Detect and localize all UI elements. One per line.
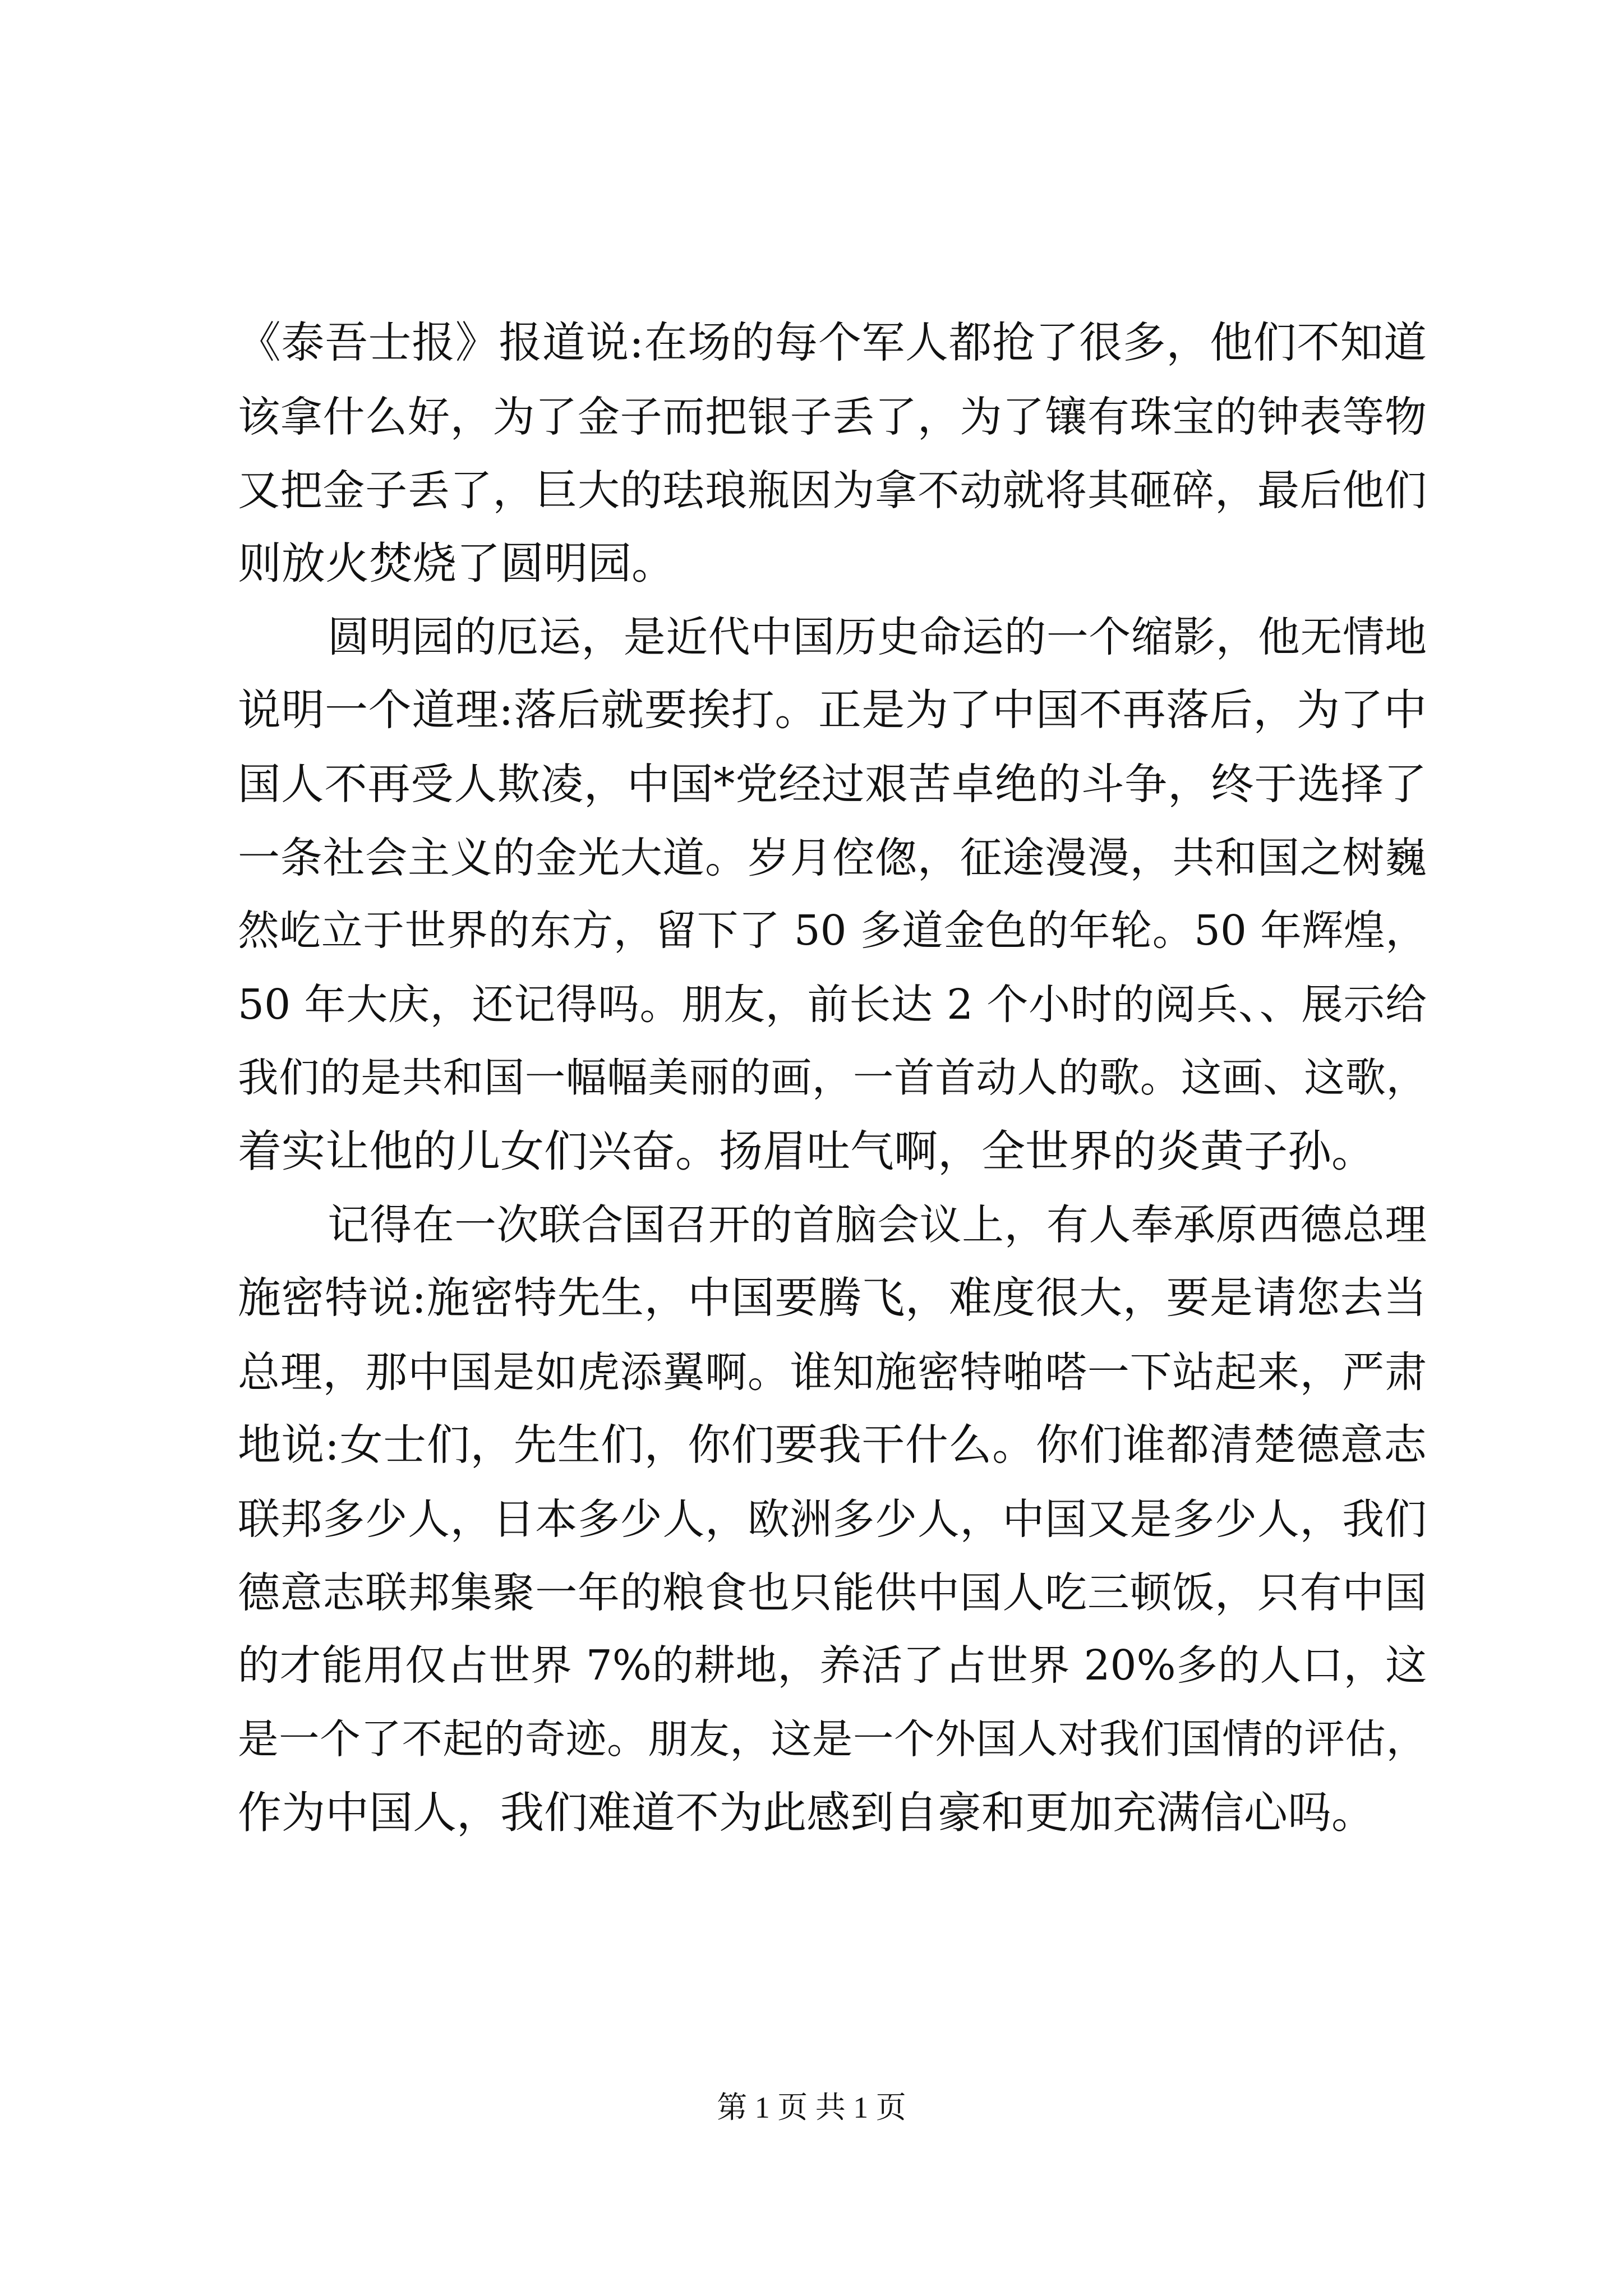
text-line: 说明一个道理:落后就要挨打。正是为了中国不再落后，为了中: [238, 685, 1427, 735]
text-line: 50 年大庆，还记得吗。朋友，前长达 2 个小时的阅兵、、展示给: [238, 981, 1427, 1029]
text-line: 德意志联邦集聚一年的粮食也只能供中国人吃三顿饭，只有中国: [238, 1568, 1427, 1617]
text-line: 是一个了不起的奇迹。朋友，这是一个外国人对我们国情的评估，: [238, 1716, 1427, 1763]
text-line: 的才能用仅占世界 7%的耕地，养活了占世界 20%多的人口，这: [238, 1642, 1427, 1690]
text-line: 然屹立于世界的东方，留下了 50 多道金色的年轮。50 年辉煌，: [238, 907, 1427, 955]
paragraph-first-line: 记得在一次联合国召开的首脑会议上，有人奉承原西德总理: [328, 1200, 1427, 1249]
text-line: 作为中国人，我们难道不为此感到自豪和更加充满信心吗。: [238, 1788, 1376, 1838]
paragraph-first-line: 圆明园的厄运，是近代中国历史命运的一个缩影，他无情地: [328, 613, 1427, 661]
text-line: 联邦多少人，日本多少人，欧洲多少人，中国又是多少人，我们: [238, 1494, 1427, 1544]
text-line: 该拿什么好，为了金子而把银子丢了，为了镶有珠宝的钟表等物: [238, 392, 1427, 441]
text-line: 着实让他的儿女们兴奋。扬眉吐气啊，全世界的炎黄子孙。: [238, 1126, 1376, 1177]
text-line: 施密特说:施密特先生，中国要腾飞，难度很大，要是请您去当: [238, 1273, 1427, 1323]
text-line: 一条社会主义的金光大道。岁月倥偬，征途漫漫，共和国之树巍: [238, 833, 1427, 882]
text-line: 地说:女士们，先生们，你们要我干什么。你们谁都清楚德意志: [238, 1420, 1427, 1470]
text-line: 总理，那中国是如虎添翼啊。谁知施密特啪嗒一下站起来，严肃: [238, 1347, 1427, 1397]
text-line: 国人不再受人欺凌，中国*党经过艰苦卓绝的斗争，终于选择了: [238, 759, 1427, 809]
text-line: 我们的是共和国一幅幅美丽的画，一首首动人的歌。这画、这歌，: [238, 1055, 1427, 1102]
text-line: 《泰吾士报》报道说:在场的每个军人都抢了很多，他们不知道: [238, 318, 1427, 368]
text-line: 又把金子丢了，巨大的珐琅瓶因为拿不动就将其砸碎，最后他们: [238, 466, 1427, 515]
text-line: 则放火焚烧了圆明园。: [238, 539, 676, 589]
page-number-footer: 第 1 页 共 1 页: [717, 2091, 906, 2124]
